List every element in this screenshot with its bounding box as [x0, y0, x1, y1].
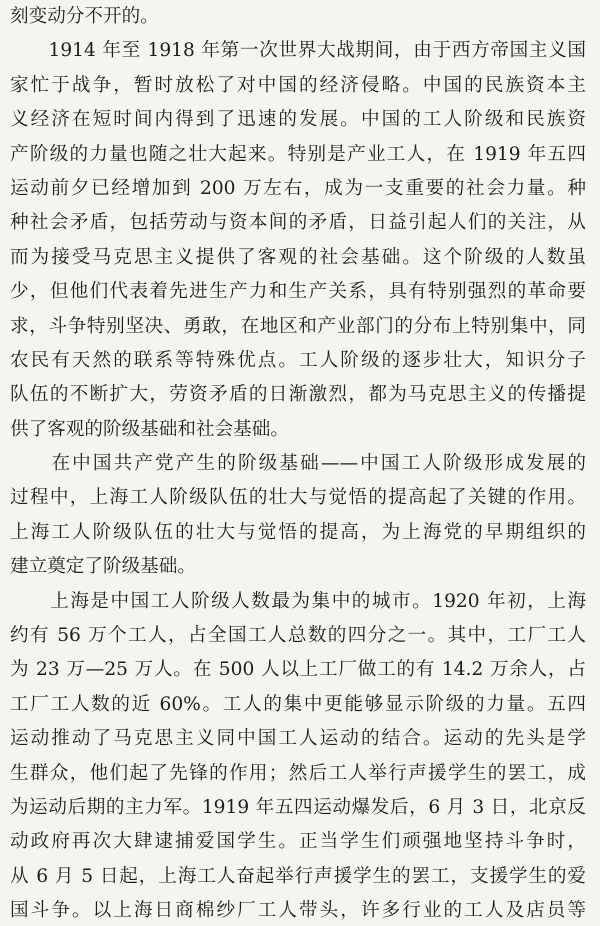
text-line: 而为接受马克思主义提供了客观的社会基础。这个阶级的人数虽	[10, 246, 586, 268]
text-line: 求，斗争特别坚决、勇敢，在地区和产业部门的分布上特别集中，同	[10, 315, 586, 337]
text-line: 供了客观的阶级基础和社会基础。	[10, 418, 289, 440]
text-line: 建立奠定了阶级基础。	[10, 556, 196, 578]
text-line: 队伍的不断扩大，劳资矛盾的日渐激烈，都为马克思主义的传播提	[10, 384, 586, 406]
text-line: 产阶级的力量也随之壮大起来。特别是产业工人，在 1919 年五四	[10, 143, 586, 165]
text-line: 农民有天然的联系等特殊优点。工人阶级的逐步壮大，知识分子	[10, 349, 586, 371]
text-line: 运动前夕已经增加到 200 万左右，成为一支重要的社会力量。种	[10, 177, 586, 199]
text-line: 生群众，他们起了先锋的作用；然后工人举行声援学生的罢工，成	[10, 762, 586, 784]
text-line: 在中国共产党产生的阶级基础——中国工人阶级形成发展的	[10, 453, 586, 475]
text-line: 为运动后期的主力军。1919 年五四运动爆发后，6 月 3 日，北京反	[10, 796, 586, 818]
text-line: 家忙于战争，暂时放松了对中国的经济侵略。中国的民族资本主	[10, 74, 586, 96]
text-line: 种社会矛盾，包括劳动与资本间的矛盾，日益引起人们的关注，从	[10, 212, 586, 234]
text-line: 过程中，上海工人阶级队伍的壮大与觉悟的提高起了关键的作用。	[10, 487, 586, 509]
text-line: 义经济在短时间内得到了迅速的发展。中国的工人阶级和民族资	[10, 109, 586, 131]
text-line: 工厂工人数的近 60%。工人的集中更能够显示阶级的力量。五四	[10, 693, 586, 715]
text-line: 运动推动了马克思主义同中国工人运动的结合。运动的先头是学	[10, 728, 586, 750]
text-line: 上海是中国工人阶级人数最为集中的城市。1920 年初，上海	[10, 590, 586, 612]
text-line: 1914 年至 1918 年第一次世界大战期间，由于西方帝国主义国	[10, 40, 586, 62]
text-line: 少，但他们代表着先进生产力和生产关系，具有特别强烈的革命要	[10, 281, 586, 303]
text-line: 为 23 万—25 万人。在 500 人以上工厂做工的有 14.2 万余人，占	[10, 659, 586, 681]
text-line: 约有 56 万个工人，占全国工人总数的四分之一。其中，工厂工人	[10, 625, 586, 647]
text-line: 刻变动分不开的。	[10, 6, 159, 27]
text-line: 从 6 月 5 日起，上海工人奋起举行声援学生的罢工，支援学生的爱	[10, 865, 586, 887]
text-line: 动政府再次大肆逮捕爱国学生。正当学生们顽强地坚持斗争时，	[10, 831, 586, 853]
text-line: 国斗争。以上海日商棉纱厂工人带头，许多行业的工人及店员等	[10, 900, 586, 922]
text-line: 上海工人阶级队伍的壮大与觉悟的提高，为上海党的早期组织的	[10, 521, 586, 543]
